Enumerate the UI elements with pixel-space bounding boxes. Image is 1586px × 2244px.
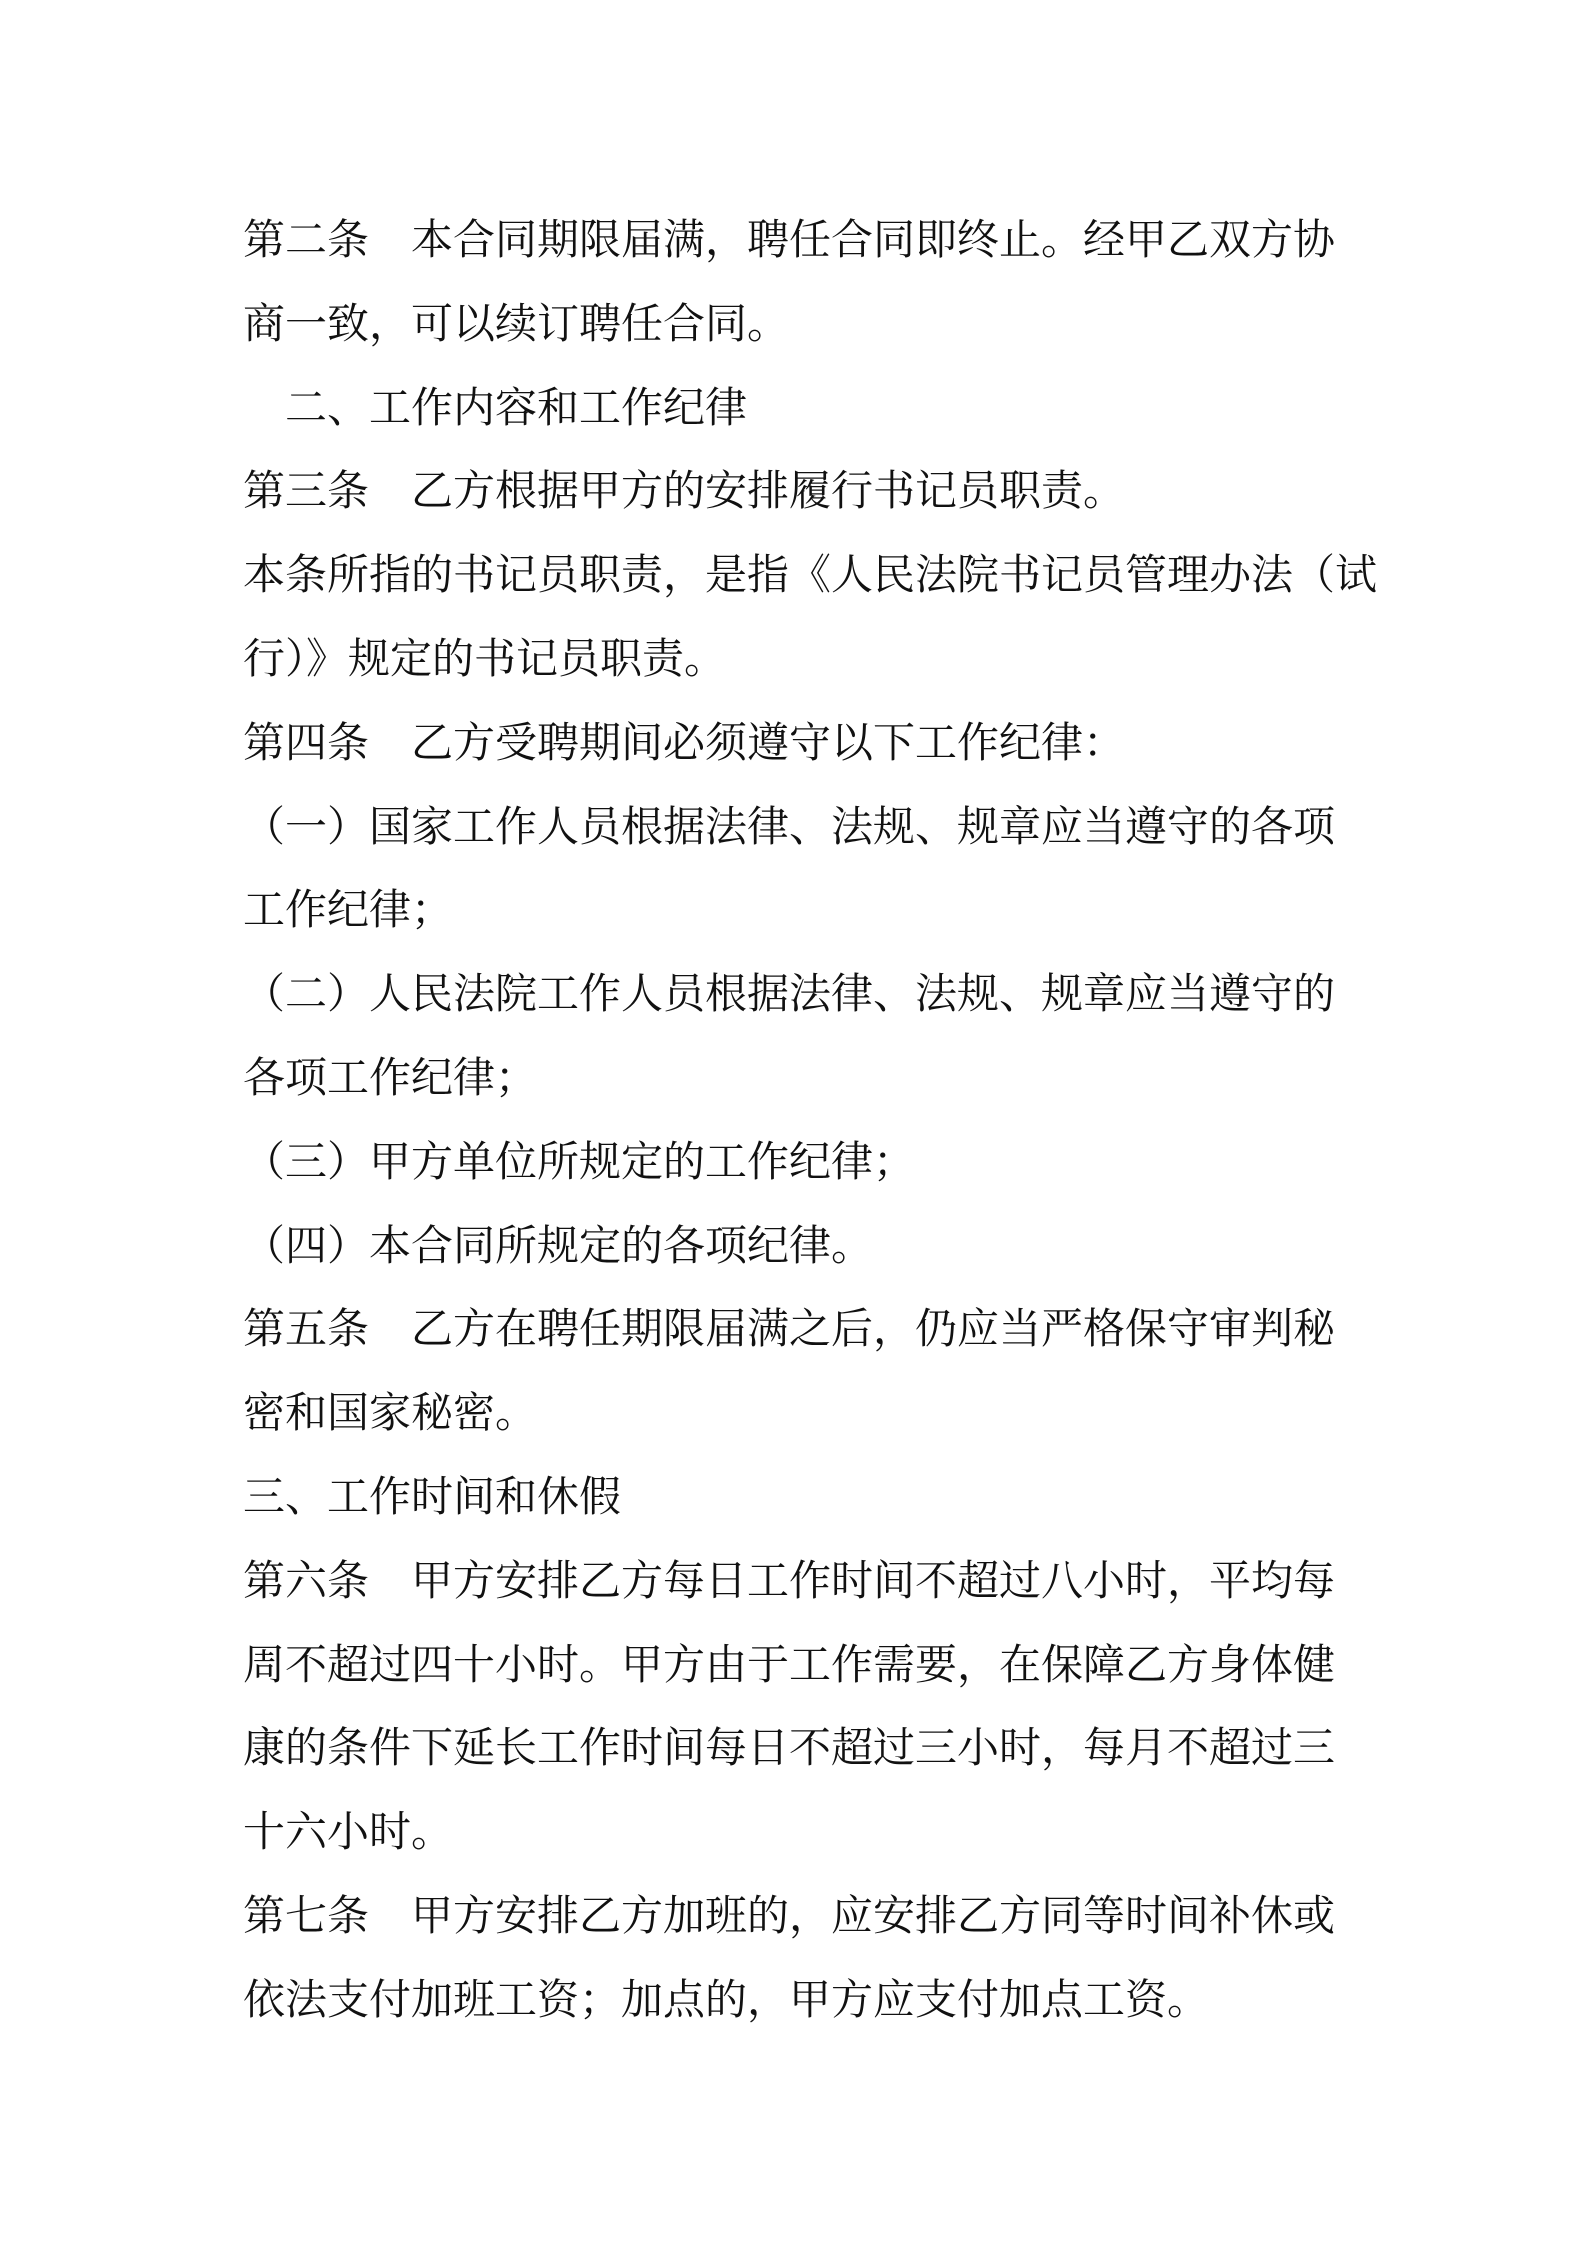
article-3-note-line-2: 行）》规定的书记员职责。 <box>243 633 727 683</box>
article-7-line-1: 第七条 甲方安排乙方加班的，应安排乙方同等时间补休或 <box>243 1890 1336 1940</box>
section-2-heading: 二、工作内容和工作纪律 <box>285 382 748 432</box>
contract-text-body <box>243 198 1378 2042</box>
article-6-line-1: 第六条 甲方安排乙方每日工作时间不超过八小时，平均每 <box>243 1555 1336 1605</box>
article-4-item-3: （三）甲方单位所规定的工作纪律； <box>243 1136 916 1186</box>
article-7-line-2: 依法支付加班工资；加点的，甲方应支付加点工资。 <box>243 1974 1210 2024</box>
article-4-item-2-line-2: 各项工作纪律； <box>243 1052 538 1102</box>
article-6-line-3: 康的条件下延长工作时间每日不超过三小时，每月不超过三 <box>243 1723 1336 1773</box>
article-3-note-line-1: 本条所指的书记员职责，是指《人民法院书记员管理办法（试 <box>243 550 1378 600</box>
article-6-line-4: 十六小时。 <box>243 1807 454 1857</box>
section-3-heading: 三、工作时间和休假 <box>243 1471 622 1521</box>
article-2-line-2: 商一致，可以续订聘任合同。 <box>243 298 790 348</box>
article-2-line-1: 第二条 本合同期限届满，聘任合同即终止。经甲乙双方协 <box>243 215 1336 264</box>
article-5-line-1: 第五条 乙方在聘任期限届满之后，仍应当严格保守审判秘 <box>243 1304 1336 1354</box>
article-4-item-2-line-1: （二）人民法院工作人员根据法律、法规、规章应当遵守的 <box>243 969 1336 1019</box>
article-6-line-2: 周不超过四十小时。甲方由于工作需要，在保障乙方身体健 <box>243 1639 1336 1689</box>
article-3-line-1: 第三条 乙方根据甲方的安排履行书记员职责。 <box>243 466 1126 516</box>
article-4-line-1: 第四条 乙方受聘期间必须遵守以下工作纪律： <box>243 717 1126 767</box>
article-4-item-1-line-1: （一）国家工作人员根据法律、法规、规章应当遵守的各项 <box>243 801 1336 851</box>
article-5-line-2: 密和国家秘密。 <box>243 1388 538 1438</box>
article-4-item-4: （四）本合同所规定的各项纪律。 <box>243 1220 874 1270</box>
article-4-item-1-line-2: 工作纪律； <box>243 885 454 935</box>
